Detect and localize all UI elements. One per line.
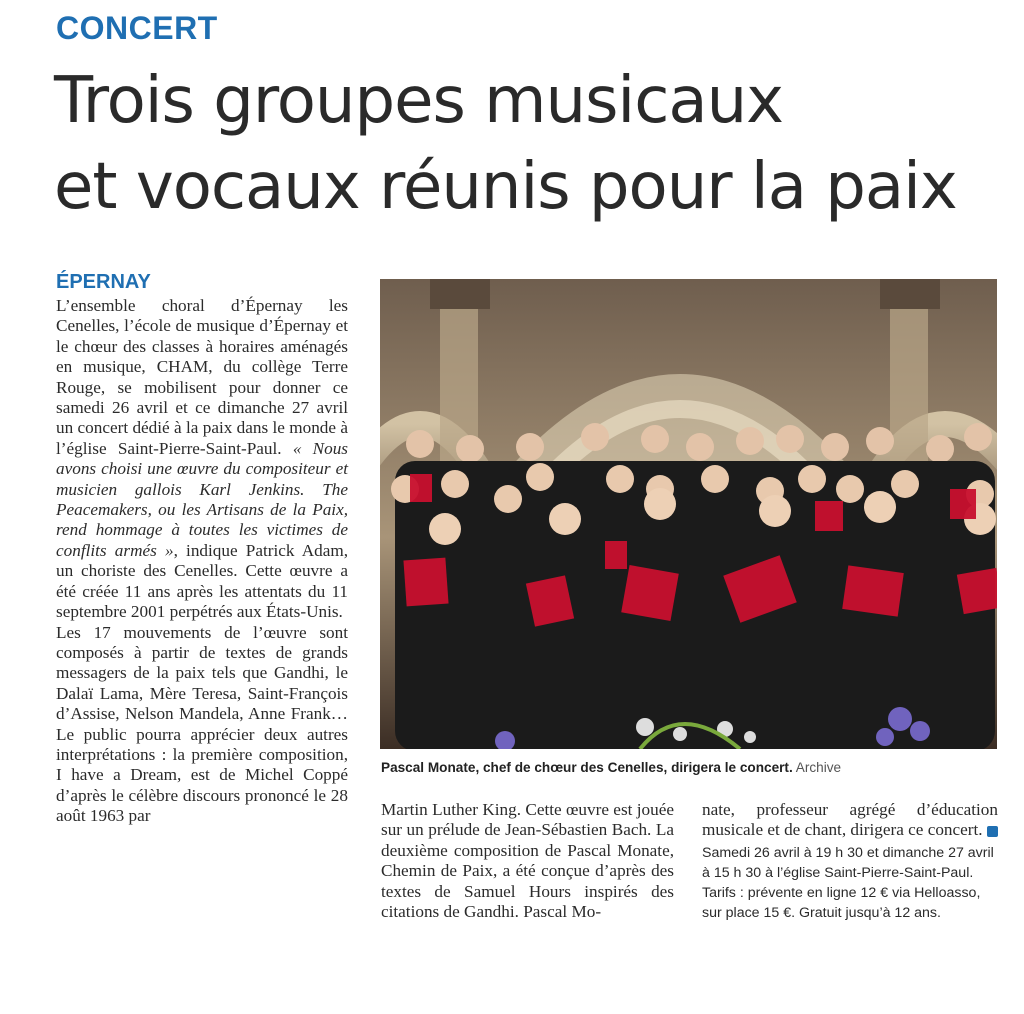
photo-caption xyxy=(381,760,998,775)
choir-photo-illustration xyxy=(380,279,997,749)
choir-photo xyxy=(380,279,997,749)
paragraph-3: Martin Luther King. Cette œuvre est jouée sur un prélude de Jean-Sébastien Bach. La deuxième composition de Pascal Monate, Chemin de Paix, a été conçue d’après des textes de Samuel Hours inspirés des citations de Gandhi. Pascal Mo- xyxy=(381,800,674,922)
paragraph-2: Les 17 mouvements de l’œuvre sont composés à partir de textes de grands messagers de la paix tels que Gandhi, le Dalaï Lama, Mère Teresa, Saint-François d’Assise, Nelson Mandela, Anne Frank… Le public pourra apprécier deux autres interprétations : la première composition, I have a Dream, est de Michel Coppé d’après le célèbre discours prononcé le 28 août 1963 par xyxy=(56,622,348,826)
end-of-article-mark xyxy=(987,826,998,837)
photo-credit: Archive xyxy=(795,760,842,775)
section-kicker: CONCERT xyxy=(56,10,218,46)
paragraph-4 xyxy=(702,800,998,841)
headline-line-1: Trois groupes musicaux xyxy=(54,64,784,138)
paragraph-1-text-end: , indique Patrick Adam, un choriste des Cenelles. Cette œuvre a été créée 11 ans après les attentats du 11 septembre 2001 perpétrés aux États-Unis. xyxy=(56,540,348,622)
paragraph-1-text: L’ensemble choral d’Épernay les Cenelles, l’école de musique d’Épernay et le chœur des classes à horaires aménagés en musique, CHAM, du collège Terre Rouge, se mobilisent pour donner ce samedi 26 avril et ce dimanche 27 avril un concert dédié à la paix dans le monde à l’église Saint-Pierre-Saint-Paul. xyxy=(56,296,348,458)
headline xyxy=(54,58,994,230)
info-prices: Tarifs : prévente en ligne 12 € via Helloasso, sur place 15 €. Gratuit jusqu’à 12 ans. xyxy=(702,884,981,921)
article-column-2 xyxy=(381,800,674,922)
headline-line-2: et vocaux réunis pour la paix xyxy=(54,150,957,224)
quote: « Nous avons choisi une œuvre du compositeur et musicien gallois Karl Jenkins. The Peacemakers, ou les Artisans de la Paix, rend hommage à toutes les victimes de conflits armés » xyxy=(56,438,348,560)
dateline: ÉPERNAY xyxy=(56,271,151,293)
practical-info xyxy=(702,843,998,923)
info-schedule: Samedi 26 avril à 19 h 30 et dimanche 27 avril à 15 h 30 à l’église Saint-Pierre-Saint-Paul. xyxy=(702,844,994,881)
article-column-1 xyxy=(56,296,348,827)
caption-text: Pascal Monate, chef de chœur des Cenelles, dirigera le concert. xyxy=(381,760,793,775)
paragraph-4-text: nate, professeur agrégé d’éducation musicale et de chant, dirigera ce concert. xyxy=(702,800,998,840)
article-column-3 xyxy=(702,800,998,923)
paragraph-1 xyxy=(56,296,348,623)
